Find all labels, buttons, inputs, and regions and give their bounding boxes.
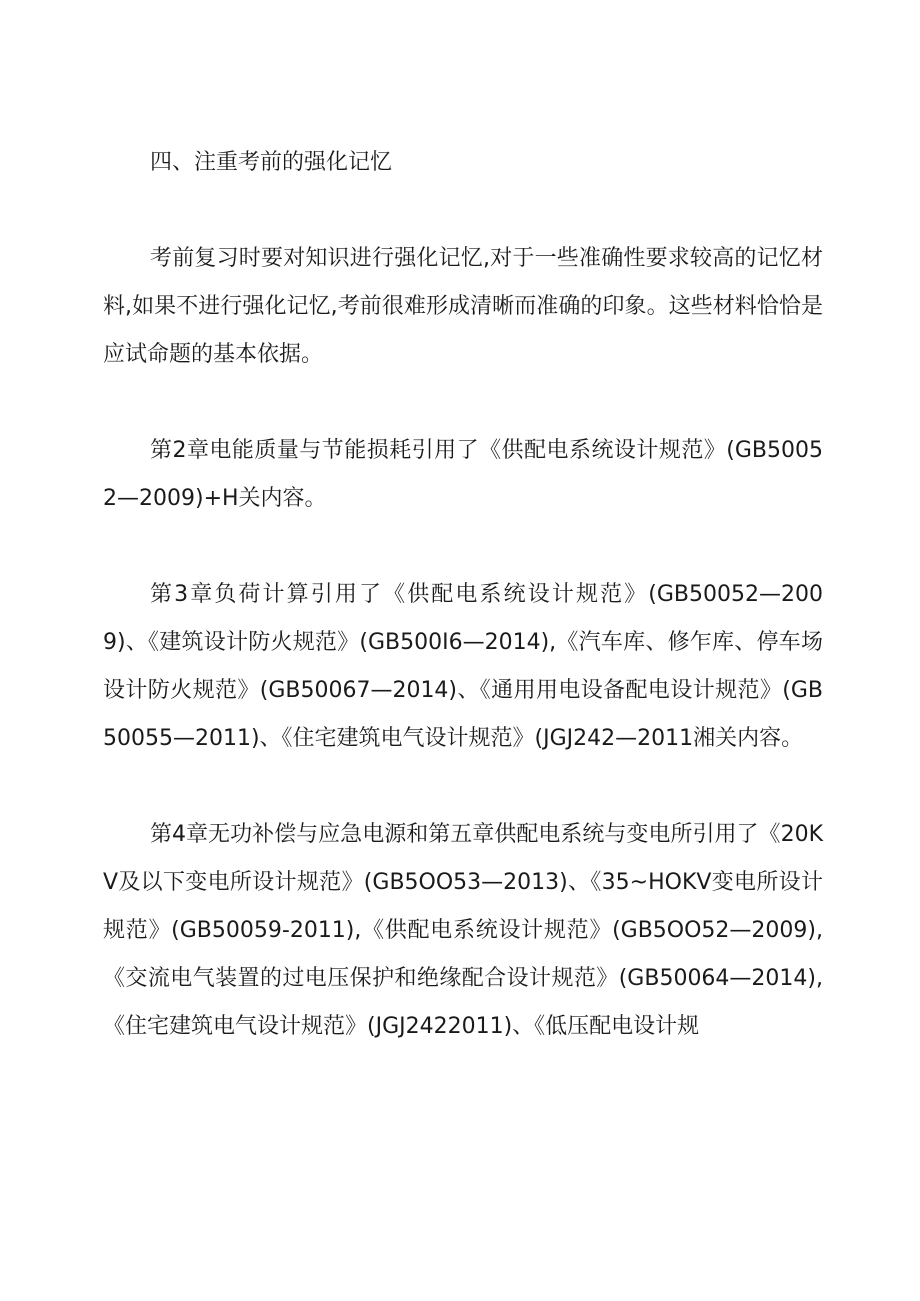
paragraph-review-memory: 考前复习时要对知识进行强化记忆,对于一些准确性要求较高的记忆材料,如果不进行强化记忆,考前很难形成清晰而准确的印象。这些材料恰恰是应试命题的基本依据。 [103, 246, 823, 367]
paragraph-chapter-3: 第3章负荷计算引用了《供配电系统设计规范》(GB50052—2009)、《建筑设计防火规范》(GB500I6—2014),《汽车库、修乍库、停车场设计防火规范》(GB50067—2014)、《通用用电设备配电设计规范》(GB50055—2011)、《住宅建筑电气设计规范》(JGJ242—2011湘关内容。 [103, 582, 823, 751]
section-heading: 四、注重考前的强化记忆 [150, 150, 393, 175]
paragraph-gap [103, 763, 823, 811]
paragraph-chapter-2: 第2章电能质量与节能损耗引用了《供配电系统设计规范》(GB50052—2009)+H关内容。 [103, 438, 823, 511]
paragraph-gap [103, 379, 823, 427]
paragraph-chapter-4: 第4章无功补偿与应急电源和第五章供配电系统与变电所引用了《20KV及以下变电所设计规范》(GB5OO53—2013)、《35~HOKV变电所设计规范》(GB50059-2011),《供配电系统设计规范》(GB5OO52—2009),《交流电气装置的过电压保护和绝缘配合设计规范》(GB50064—2014),《住宅建筑电气设计规范》(JGJ2422011)、《低压配电设计规 [103, 822, 823, 1039]
paragraph-gap [103, 187, 823, 235]
paragraph-gap [103, 523, 823, 571]
document-body [103, 139, 823, 1051]
